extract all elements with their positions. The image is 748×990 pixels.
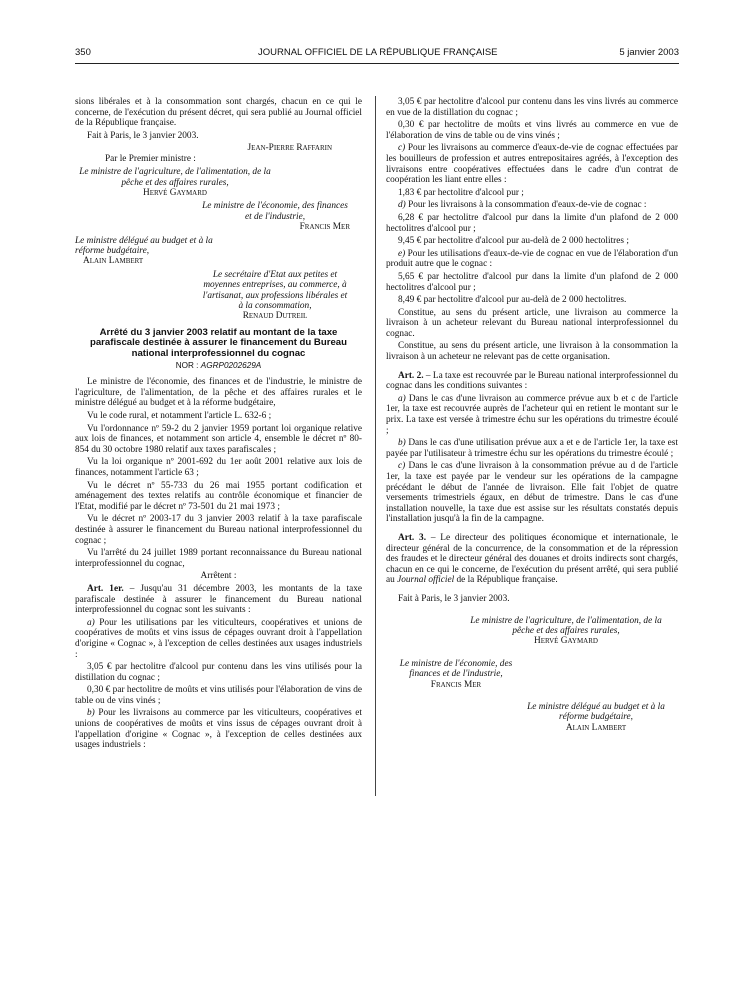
visa-paragraph: Vu l'arrêté du 24 juillet 1989 portant reconnaissance du Bureau national interprofessionnel du cognac, (75, 548, 362, 569)
signatory-name: Renaud Dutreil (242, 311, 308, 322)
item-text: Pour les utilisations par les viticulteurs, coopératives et unions de coopératives de moûts et vins issus de cépages ouvrant droit à l'appellation d'origine « Cognac », à l'exception de celles destinées aux usages industriels : (75, 617, 362, 660)
item-label: b) (398, 438, 406, 449)
rate-line: 1,83 € par hectolitre d'alcool pur ; (398, 187, 524, 198)
definition-paragraph: Constitue, au sens du présent article, une livraison au commerce la livraison à un acheteur relevant du Bureau national interprofessionnel du cognac. (386, 307, 678, 339)
signatory-name: Alain Lambert (565, 722, 627, 733)
item-a (75, 618, 362, 660)
signature-eco (386, 659, 526, 690)
item-label: e) (398, 248, 406, 259)
nor-label: NOR : (175, 360, 199, 370)
page-header (75, 47, 679, 59)
item-text: Pour les livraisons au commerce d'eaux-de-vie de cognac effectuées par les bouilleurs de profession et autres entrepositaires agréés, à l'exception des livraisons entre coopératives effectuées dans le cadre d'un contrat de coopération les liant entre elles : (386, 143, 678, 186)
signatory-title: Le ministre de l'agriculture, de l'alimentation, de la pêche et des affaires rurales, (79, 167, 271, 188)
item-text: Dans le cas d'une utilisation prévue aux a et e de l'article 1er, la taxe est payée par l'utilisateur à trimestre échu sur les opérations du trimestre écoulé ; (386, 438, 678, 459)
article-2-b (386, 438, 678, 459)
article-text: – La taxe est recouvrée par le Bureau national interprofessionnel du cognac dans les conditions suivantes : (386, 370, 678, 392)
rate-line: 3,05 € par hectolitre d'alcool pur contenu dans les vins utilisés pour la distillation du cognac ; (75, 662, 362, 683)
signature-budget (75, 236, 235, 267)
item-label: a) (398, 393, 406, 404)
item-d (386, 200, 678, 211)
journal-officiel-ref: Journal officiel (397, 575, 455, 586)
preamble-paragraph: Le ministre de l'économie, des finances et de l'industrie, le ministre de l'agriculture, de l'alimentation, de la pêche et des affaires rurales et le ministre délégué au budget et à la réforme budgétaire, (75, 377, 362, 409)
article-2 (386, 371, 678, 392)
done-at-paris: Fait à Paris, le 3 janvier 2003. (87, 130, 199, 141)
signatory-title: Le secrétaire d'Etat aux petites et moyennes entreprises, au commerce, à l'artisanat, aux professions libérales et à la consommation, (202, 269, 348, 312)
article-label: Art. 1er. (87, 583, 124, 594)
signatory-name: Francis Mer (299, 222, 350, 233)
definition-paragraph: Constitue, au sens du présent article, une livraison à la consommation la livraison à un acheteur ne relevant pas de cette organisation. (386, 341, 678, 363)
decree-closing-text: sions libérales et à la consommation sont chargés, chacun en ce qui le concerne, de l'exécution du présent décret, qui sera publié au Journal officiel de la République française. (75, 97, 362, 129)
item-label: a) (87, 617, 95, 628)
page-number: 350 (75, 47, 91, 58)
header-rule (75, 63, 679, 64)
article-text-end: de la République française. (454, 575, 558, 586)
journal-title: JOURNAL OFFICIEL DE LA RÉPUBLIQUE FRANÇAISE (258, 47, 498, 58)
article-2-c (386, 461, 678, 525)
arretent: Arrêtent : (200, 571, 237, 582)
by-prime-minister: Par le Premier ministre : (105, 153, 196, 164)
article-label: Art. 3. (398, 532, 427, 543)
article-2-a (386, 394, 678, 436)
nor-code: AGRP0202629A (200, 360, 262, 370)
signature-eco (200, 201, 350, 232)
visa-paragraph: Vu le code rural, et notamment l'article L. 632-6 ; (87, 411, 272, 422)
visa-paragraph: Vu le décret nº 2003-17 du 3 janvier 2003 relatif à la taxe parafiscale destinée à assurer le financement du Bureau national interprofessionnel du cognac ; (75, 514, 362, 546)
item-text: Dans le cas d'une livraison au commerce prévue aux b et c de l'article 1er, la taxe est recouvrée auprès de l'acheteur qui en retient le montant sur le prix. La taxe est versée à trimestre échu sur les opérations du trimestre écoulé ; (386, 393, 678, 436)
signature-budget (526, 702, 666, 733)
signatory-title: Le ministre délégué au budget et à la réforme budgétaire, (527, 701, 665, 723)
item-label: c) (398, 461, 406, 472)
article-label: Art. 2. (398, 370, 424, 381)
visa-paragraph: Vu le décret nº 55-733 du 26 mai 1955 portant codification et aménagement des textes relatifs au contrôle économique et financier de l'Etat, modifié par le décret nº 73-501 du 21 mai 1973 ; (75, 480, 362, 512)
item-text: Pour les livraisons à la consommation d'eaux-de-vie de cognac : (405, 200, 647, 211)
arrete-title: Arrêté du 3 janvier 2003 relatif au montant de la taxe parafiscale destinée à assurer le financement du Bureau national interprofessionnel du cognac (89, 326, 347, 360)
article-text: – Le directeur des politiques économique et internationale, le directeur général de la concurrence, de la consommation et de la répression des fraudes et le directeur général des douanes et droits indirects sont chargés, chacun en ce qui le concerne, de l'exécution du présent arrêté, qui sera publié au (386, 532, 678, 586)
item-b (75, 708, 362, 750)
item-label: d) (398, 200, 406, 211)
rate-line: 3,05 € par hectolitre d'alcool pur contenu dans les vins livrés au commerce en vue de la distillation du cognac ; (386, 97, 678, 118)
column-divider (375, 96, 376, 796)
header-date: 5 janvier 2003 (619, 47, 679, 58)
signatory-name: Alain Lambert (83, 256, 144, 267)
article-1 (75, 584, 362, 616)
right-column (386, 97, 678, 736)
rate-line: 0,30 € par hectolitre de moûts et vins livrés au commerce en vue de l'élaboration de vins de table ou de vins vinés ; (386, 120, 678, 141)
visa-paragraph: Vu la loi organique nº 2001-692 du 1er août 2001 relative aux lois de finances, notamment l'article 63 ; (75, 457, 362, 478)
rate-line: 6,28 € par hectolitre d'alcool pur dans la limite d'un plafond de 2 000 hectolitres d'alcool pur ; (386, 212, 678, 234)
signatory-name: Francis Mer (430, 679, 482, 690)
signatory-title: Le ministre de l'agriculture, de l'alimentation, de la pêche et des affaires rurales, (470, 615, 662, 636)
rate-line: 0,30 € par hectolitre de moûts et vins utilisés pour l'élaboration de vins de table ou de vins vinés ; (75, 685, 362, 706)
item-c (386, 143, 678, 185)
nor-reference (75, 361, 362, 372)
rate-line: 8,49 € par hectolitre d'alcool pur au-delà de 2 000 hectolitres. (398, 295, 627, 306)
rate-line: 9,45 € par hectolitre d'alcool pur au-delà de 2 000 hectolitres ; (398, 236, 629, 247)
article-3 (386, 533, 678, 586)
signature-agri (75, 167, 275, 198)
rate-line: 5,65 € par hectolitre d'alcool pur dans la limite d'un plafond de 2 000 hectolitres d'alcool pur ; (386, 271, 678, 293)
signatory-name: Hervé Gaymard (143, 188, 207, 198)
done-at-paris: Fait à Paris, le 3 janvier 2003. (398, 593, 510, 604)
signatory-name-pm: Jean-Pierre Raffarin (247, 143, 332, 154)
signatory-title: Le ministre de l'économie, des finances et de l'industrie, (399, 658, 513, 680)
item-text: Dans le cas d'une livraison à la consommation prévue au d de l'article 1er, la taxe est payée par le vendeur sur les opérations de la campagne précédant le début de l'année de livraison. Elle fait l'objet de quatre versements trimestriels égaux, en début de trimestre. Dans le cas d'une installation nouvelle, la taxe due est assise sur les résultats constatés depuis l'installation jusqu'à la fin de la campagne. (386, 461, 678, 525)
item-label: c) (398, 143, 406, 154)
left-column (75, 97, 362, 753)
item-e (386, 249, 678, 270)
signatory-title: Le ministre délégué au budget et à la réforme budgétaire, (75, 235, 213, 257)
article-text: – Jusqu'au 31 décembre 2003, les montants de la taxe parafiscale destinée à assurer le financement du Bureau national interprofessionnel du cognac sont les suivants : (75, 583, 362, 616)
signature-agri (466, 616, 666, 647)
signature-pme (200, 270, 350, 322)
item-text: Pour les utilisations d'eaux-de-vie de cognac en vue de l'élaboration d'un produit autre que le cognac : (386, 248, 678, 270)
item-text: Pour les livraisons au commerce par les viticulteurs, coopératives et unions de coopératives de moûts et vins issus de cépages ouvrant droit à l'appellation d'origine « Cognac », à l'exception de celles destinées aux usages industriels : (75, 708, 362, 751)
signatory-name: Hervé Gaymard (534, 636, 598, 647)
signatory-title: Le ministre de l'économie, des finances et de l'industrie, (202, 201, 348, 222)
item-label: b) (87, 708, 95, 719)
visa-paragraph: Vu l'ordonnance nº 59-2 du 2 janvier 1959 portant loi organique relative aux lois de finances, et notamment son article 4, ensemble le décret nº 80-854 du 30 octobre 1980 relatif aux taxes parafiscales ; (75, 423, 362, 455)
